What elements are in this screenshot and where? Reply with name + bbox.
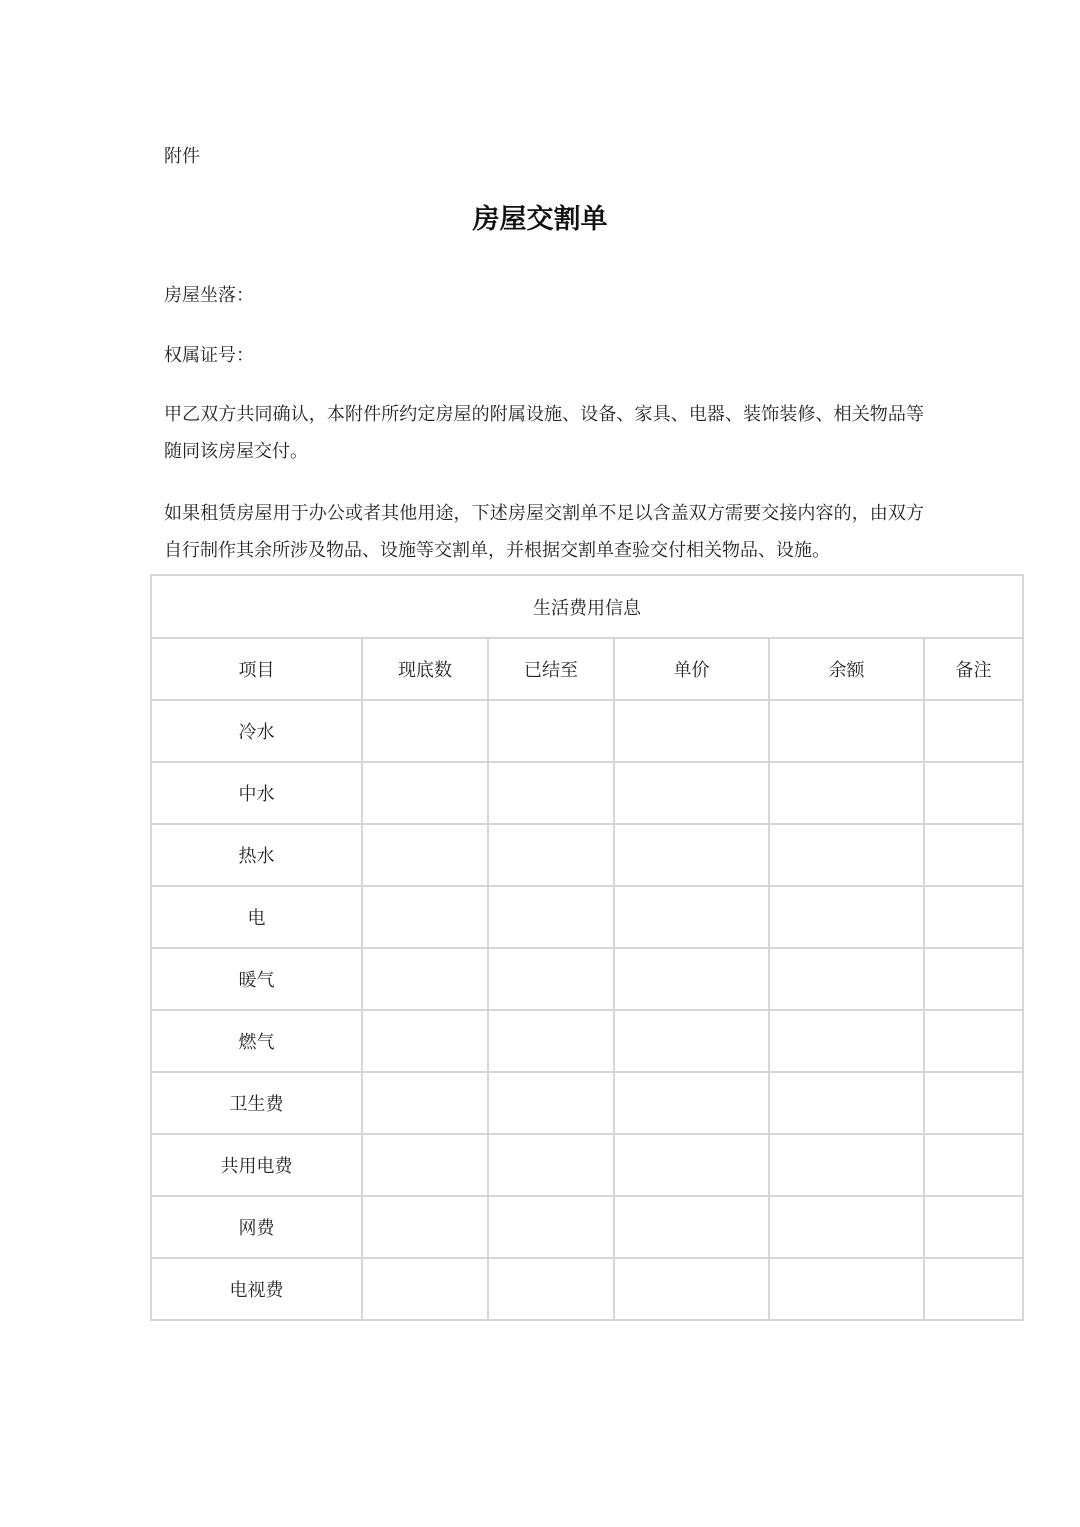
cell-current-reading[interactable] [362,948,488,1010]
cell-remarks[interactable] [924,1010,1023,1072]
cell-remarks[interactable] [924,1196,1023,1258]
cell-settled-to[interactable] [488,1134,614,1196]
row-item-label: 中水 [151,762,362,824]
cell-current-reading[interactable] [362,1134,488,1196]
cell-balance[interactable] [769,886,924,948]
table-row [151,948,1023,1010]
cell-balance[interactable] [769,1258,924,1320]
table-row [151,1072,1023,1134]
cell-unit-price[interactable] [614,948,769,1010]
cell-settled-to[interactable] [488,948,614,1010]
cell-remarks[interactable] [924,1072,1023,1134]
cell-settled-to[interactable] [488,824,614,886]
cell-current-reading[interactable] [362,886,488,948]
cell-settled-to[interactable] [488,1072,614,1134]
table-row [151,1010,1023,1072]
cell-settled-to[interactable] [488,886,614,948]
cell-balance[interactable] [769,700,924,762]
paragraph-other-usage: 如果租赁房屋用于办公或者其他用途，下述房屋交割单不足以含盖双方需要交接内容的，由双方自行制作其余所涉及物品、设施等交割单，并根据交割单查验交付相关物品、设施。 [164,503,924,561]
cell-balance[interactable] [769,824,924,886]
cell-unit-price[interactable] [614,1258,769,1320]
cell-remarks[interactable] [924,700,1023,762]
cell-current-reading[interactable] [362,762,488,824]
cell-settled-to[interactable] [488,1196,614,1258]
annex-label: 附件 [164,146,200,167]
cell-current-reading[interactable] [362,1258,488,1320]
header-unit-price: 单价 [614,638,769,700]
table-row [151,1196,1023,1258]
living-expenses-table [150,574,1024,1321]
cell-current-reading[interactable] [362,1072,488,1134]
row-item-label: 电 [151,886,362,948]
header-item: 项目 [151,638,362,700]
header-balance: 余额 [769,638,924,700]
table-body [151,700,1023,1320]
row-item-label: 共用电费 [151,1134,362,1196]
cell-unit-price[interactable] [614,1196,769,1258]
table-row [151,700,1023,762]
cell-unit-price[interactable] [614,886,769,948]
cell-remarks[interactable] [924,824,1023,886]
table-caption: 生活费用信息 [151,575,1023,638]
cell-remarks[interactable] [924,948,1023,1010]
cell-unit-price[interactable] [614,762,769,824]
cell-current-reading[interactable] [362,824,488,886]
table-row [151,886,1023,948]
header-current-reading: 现底数 [362,638,488,700]
cell-remarks[interactable] [924,762,1023,824]
cell-settled-to[interactable] [488,1258,614,1320]
row-item-label: 网费 [151,1196,362,1258]
row-item-label: 冷水 [151,700,362,762]
row-item-label: 燃气 [151,1010,362,1072]
cell-remarks[interactable] [924,1258,1023,1320]
page-title: 房屋交割单 [472,204,608,235]
cell-remarks[interactable] [924,886,1023,948]
cell-current-reading[interactable] [362,1010,488,1072]
header-remarks: 备注 [924,638,1023,700]
table-row [151,1258,1023,1320]
cell-current-reading[interactable] [362,1196,488,1258]
row-item-label: 热水 [151,824,362,886]
table-row [151,762,1023,824]
row-item-label: 电视费 [151,1258,362,1320]
house-location-field: 房屋坐落： [164,285,254,306]
cell-unit-price[interactable] [614,1010,769,1072]
table-header-row [151,638,1023,700]
cell-balance[interactable] [769,1072,924,1134]
table-row [151,824,1023,886]
table-row [151,1134,1023,1196]
cell-balance[interactable] [769,948,924,1010]
table-caption-row [151,575,1023,638]
cell-balance[interactable] [769,1196,924,1258]
row-item-label: 暖气 [151,948,362,1010]
cell-settled-to[interactable] [488,762,614,824]
ownership-certificate-field: 权属证号： [164,345,254,366]
paragraph-confirmation: 甲乙双方共同确认，本附件所约定房屋的附属设施、设备、家具、电器、装饰装修、相关物品等随同该房屋交付。 [164,404,924,462]
cell-unit-price[interactable] [614,700,769,762]
cell-settled-to[interactable] [488,700,614,762]
cell-unit-price[interactable] [614,1072,769,1134]
cell-unit-price[interactable] [614,824,769,886]
header-settled-to: 已结至 [488,638,614,700]
cell-unit-price[interactable] [614,1134,769,1196]
row-item-label: 卫生费 [151,1072,362,1134]
cell-remarks[interactable] [924,1134,1023,1196]
cell-balance[interactable] [769,762,924,824]
cell-current-reading[interactable] [362,700,488,762]
cell-balance[interactable] [769,1010,924,1072]
cell-balance[interactable] [769,1134,924,1196]
cell-settled-to[interactable] [488,1010,614,1072]
